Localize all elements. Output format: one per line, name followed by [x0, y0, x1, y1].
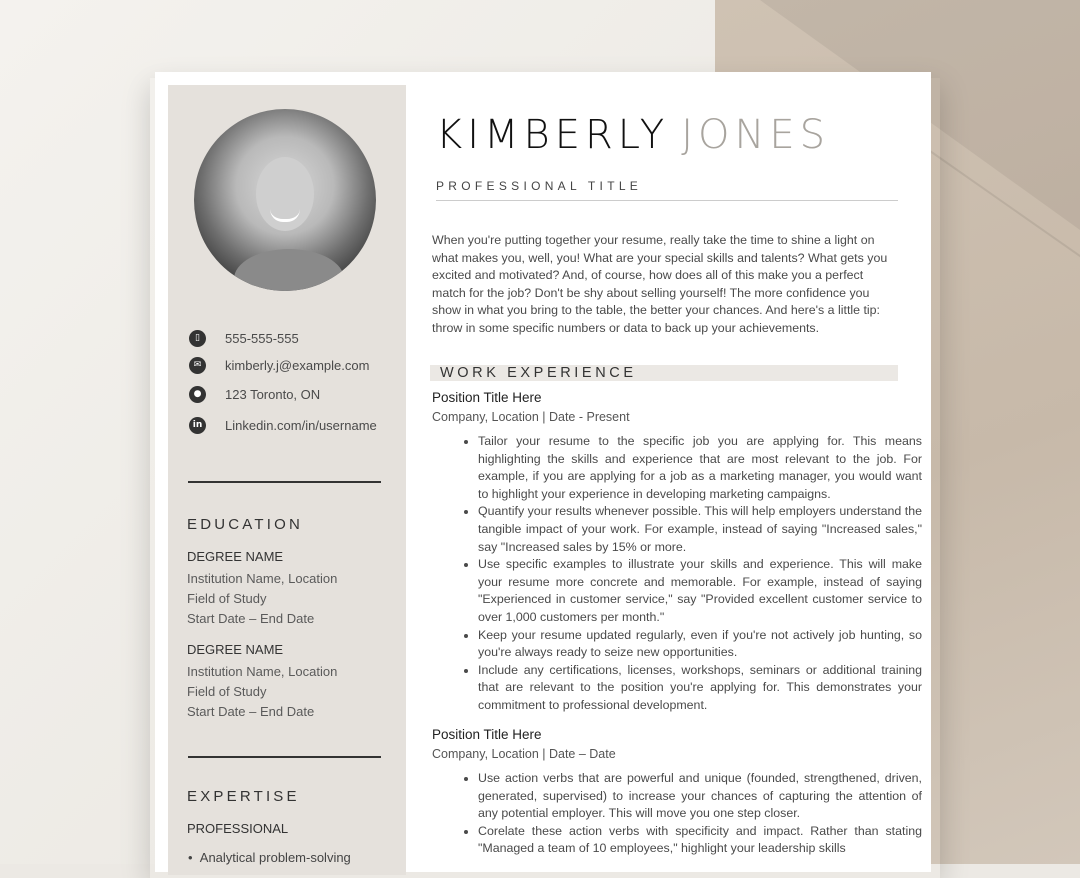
expertise-heading: EXPERTISE	[187, 788, 300, 805]
edu-2-dates: Start Date – End Date	[187, 704, 315, 719]
edu-1-institution: Institution Name, Location	[187, 571, 338, 586]
expertise-subheading: PROFESSIONAL	[187, 821, 289, 836]
phone-icon: ▯	[189, 330, 206, 347]
contact-linkedin	[189, 417, 377, 434]
first-name: KIMBERLY	[436, 112, 670, 158]
expertise-item-text: Analytical problem-solving	[199, 850, 351, 865]
edu-2-degree: DEGREE NAME	[187, 642, 284, 657]
summary-paragraph: When you're putting together your resume, really take the time to shine a light on what makes you, well, you! What are your special skills and talents? What gets you excited and motivated? And, of course, how does all of this make you a perfect match for the job? Don't be shy about selling yourself! The more confidence you show in what you bring to the table, the better your chances. And here's a little tip: throw in some specific numbers or data to back up your achievements.	[432, 233, 888, 335]
address-text: 123 Toronto, ON	[225, 387, 321, 402]
candidate-name	[436, 112, 830, 158]
job-2-position: Position Title Here	[432, 727, 542, 742]
phone-text: 555-555-555	[225, 331, 299, 346]
contact-phone	[189, 330, 299, 347]
job-1-company: Company, Location | Date - Present	[432, 410, 630, 424]
edu-1-degree: DEGREE NAME	[187, 549, 284, 564]
job-2-company: Company, Location | Date – Date	[432, 747, 616, 761]
resume-page	[155, 72, 931, 872]
professional-title: PROFESSIONAL TITLE	[436, 179, 643, 193]
education-heading: EDUCATION	[187, 516, 304, 533]
job-1-bullets	[432, 433, 922, 715]
edu-2-institution: Institution Name, Location	[187, 664, 338, 679]
expertise-item: • Analytical problem-solving	[188, 850, 351, 865]
sidebar-divider	[188, 481, 381, 483]
contact-email	[189, 357, 369, 374]
edu-1-dates: Start Date – End Date	[187, 611, 315, 626]
job-1-bullet: • Keep your resume updated regularly, even if you're not actively job hunting, so you're always ready to seize new opportunities.	[478, 627, 922, 662]
edu-2-field: Field of Study	[187, 684, 267, 699]
title-divider	[436, 200, 898, 201]
email-text: kimberly.j@example.com	[225, 358, 370, 373]
photo-shoulders	[234, 249, 344, 291]
job-1-position: Position Title Here	[432, 390, 542, 405]
work-experience-heading: WORK EXPERIENCE	[440, 365, 637, 381]
resume-sidebar	[168, 85, 406, 875]
edu-1-field: Field of Study	[187, 591, 267, 606]
profile-photo	[194, 109, 376, 291]
job-1-bullet: • Include any certifications, licenses, workshops, seminars or additional training that are relevant to the position you're applying for. This demonstrates your commitment to professional development.	[478, 662, 922, 715]
job-1-bullet: • Use specific examples to illustrate your skills and experience. This will make your resume more concrete and memorable. For example, instead of saying "Experienced in customer service," say "Provided excellent customer service to over 1,000 customers per month."	[478, 556, 922, 626]
job-2-bullets	[432, 770, 922, 858]
job-2-bullet: • Corelate these action verbs with specificity and impact. Rather than stating "Managed a team of 10 employees," highlight your leadership skills	[478, 823, 922, 858]
job-2-bullet: • Use action verbs that are powerful and unique (founded, strengthened, driven, generated, supervised) to increase your chances of capturing the attention of any potential employer. This will move you one step closer.	[478, 770, 922, 823]
linkedin-icon: in	[189, 417, 206, 434]
contact-address	[189, 386, 320, 403]
email-icon: ✉	[189, 357, 206, 374]
job-1-bullet: • Tailor your resume to the specific job you are applying for. This means highlighting the skills and experience that are most relevant to the job. For example, if you are applying for a job as a marketing manager, you would want to highlight your experience in developing marketing campaigns.	[478, 433, 922, 503]
location-pin-icon: ●	[189, 386, 206, 403]
sidebar-divider	[188, 756, 381, 758]
job-1-bullet: • Quantify your results whenever possible. This will help employers understand the tangible impact of your work. For example, instead of saying "Increased sales," say "Increased sales by 15% or more.	[478, 503, 922, 556]
linkedin-text: Linkedin.com/in/username	[225, 418, 377, 433]
last-name: JONES	[681, 112, 831, 158]
